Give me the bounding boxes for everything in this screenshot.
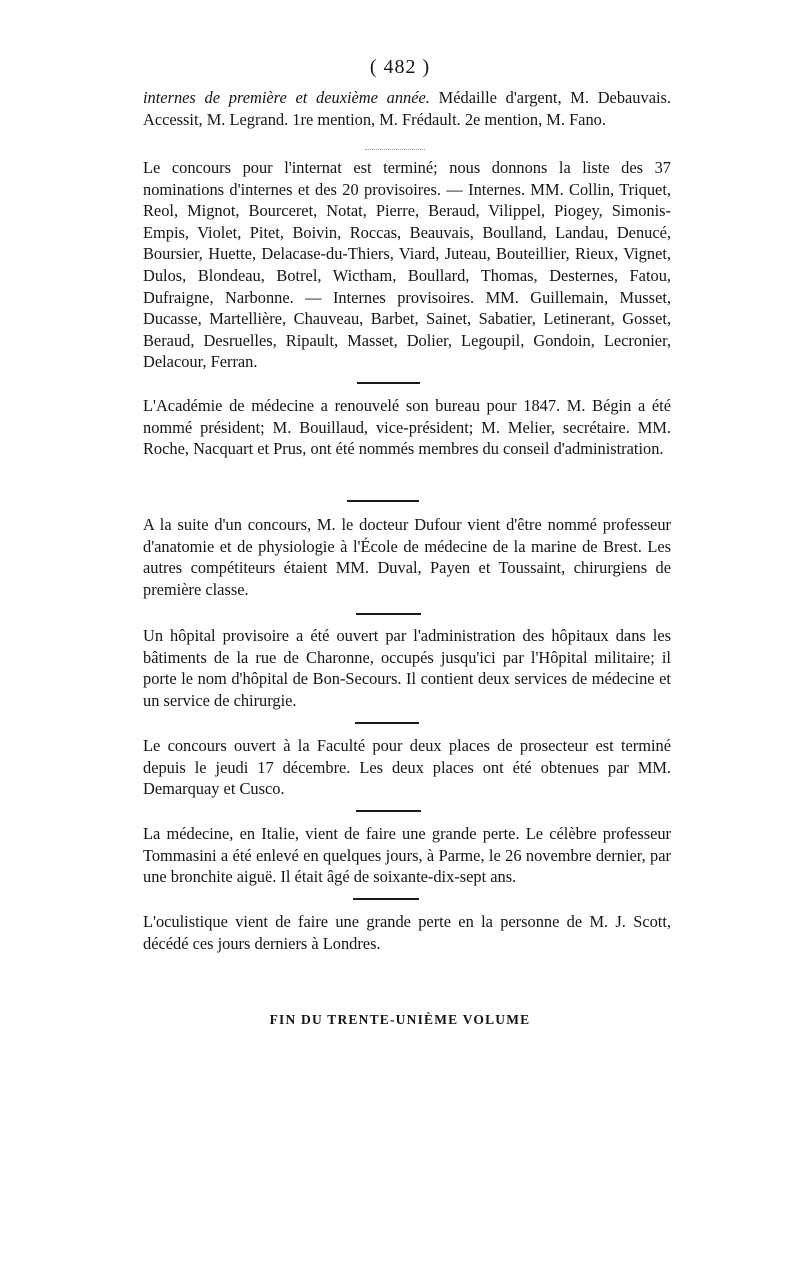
paragraph-tommasini: La médecine, en Italie, vient de faire une grande perte. Le célèbre professeur Tommasini a été enlevé en quelques jours, à Parme, le 26 novembre dernier, par une bronchite aiguë. Il était âgé de soixante-dix-sept ans. xyxy=(143,824,671,887)
paragraph-prosecteur: Le concours ouvert à la Faculté pour deux places de prosecteur est terminé depuis le jeudi 17 décembre. Les deux places ont été obtenues par MM. Demarquay et Cusco. xyxy=(143,736,671,799)
separator-rule-5 xyxy=(356,810,421,812)
paragraph-internat: Le concours pour l'internat est terminé; nous donnons la liste des 37 nominations d'internes et des 20 provisoires. — Internes. MM. Collin, Triquet, Reol, Mignot, Bourceret, Notat, Pierre, Beraud, Vilippel, Piogey, Simonis-Empis, Violet, Pitet, Boivin, Roccas, Beauvais, Boulland, Landau, Denucé, Boursier, Huette, Delacase-du-Thiers, Viard, Juteau, Bouteillier, Rieux, Vignet, Dulos, Blondeau, Botrel, Wictham, Boullard, Thomas, Desternes, Fatou, Dufraigne, Narbonne. — Internes provisoires. MM. Guillemain, Musset, Ducasse, Martellière, Chauveau, Barbet, Sainet, Sabatier, Letinerant, Gosset, Beraud, Desruelles, Ripault, Masset, Dolier, Legoupil, Gondoin, Lecronier, Delacour, Ferran. xyxy=(143,158,671,372)
paragraph-medals xyxy=(143,87,671,130)
closing-line: FIN DU TRENTE-UNIÈME VOLUME xyxy=(269,1012,531,1027)
paragraph-academie: L'Académie de médecine a renouvelé son bureau pour 1847. M. Bégin a été nommé président; M. Bouillaud, vice-président; M. Melier, secrétaire. MM. Roche, Nacquart et Prus, ont été nommés membres du conseil d'administration. xyxy=(143,396,671,459)
italic-lead: internes de première et deuxième année. xyxy=(143,88,430,107)
separator-rule-6 xyxy=(353,898,419,900)
dotted-separator xyxy=(365,149,425,150)
separator-rule-2 xyxy=(347,500,419,502)
separator-rule-4 xyxy=(355,722,419,724)
paragraph-scott: L'oculistique vient de faire une grande perte en la personne de M. J. Scott, décédé ces jours derniers à Londres. xyxy=(143,912,671,953)
paragraph-medals-rest: Médaille d'argent, M. Debauvais. Accessit, M. Legrand. 1re mention, M. Frédault. 2e mention, M. Fano. xyxy=(143,88,671,129)
paragraph-hopital: Un hôpital provisoire a été ouvert par l'administration des hôpitaux dans les bâtiments de la rue de Charonne, occupés jusqu'ici par l'Hôpital militaire; il porte le nom d'hôpital de Bon-Secours. Il contient deux services de médecine et un service de chirurgie. xyxy=(143,626,671,710)
page-number: ( 482 ) xyxy=(369,56,431,78)
separator-rule-3 xyxy=(356,613,421,615)
separator-rule-1 xyxy=(357,382,420,384)
paragraph-dufour: A la suite d'un concours, M. le docteur Dufour vient d'être nommé professeur d'anatomie et de physiologie à l'École de médecine de la marine de Brest. Les autres compétiteurs étaient MM. Duval, Payen et Toussaint, chirurgiens de première classe. xyxy=(143,515,671,599)
